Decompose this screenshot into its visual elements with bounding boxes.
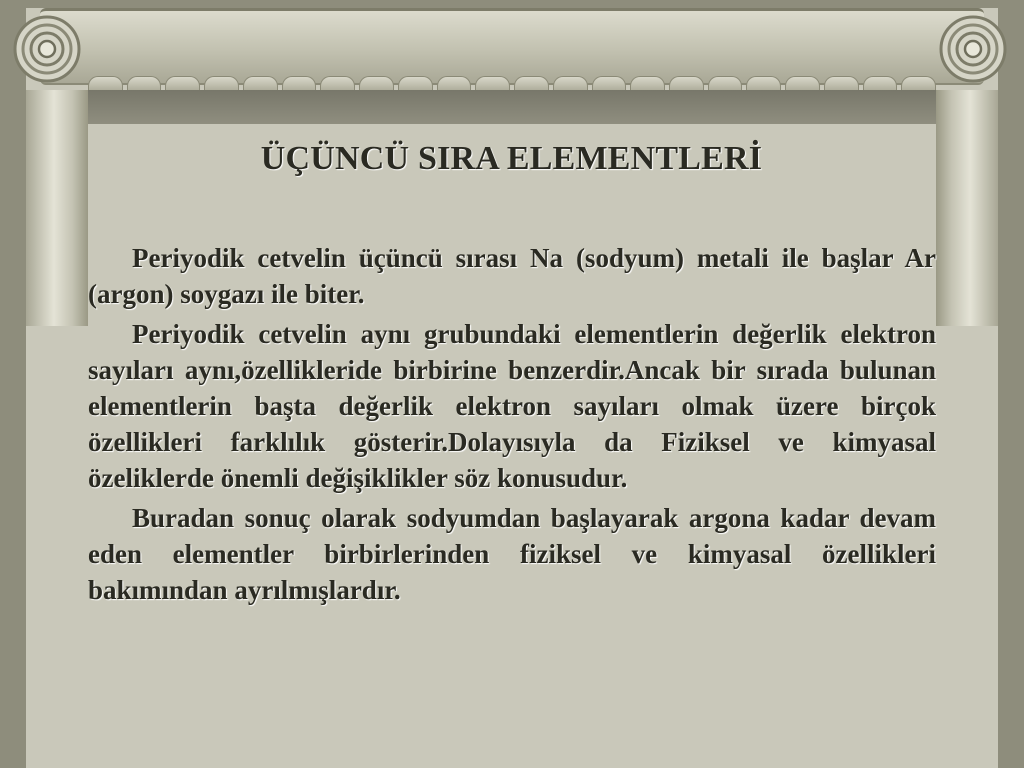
slide-title: ÜÇÜNCÜ SIRA ELEMENTLERİ bbox=[260, 140, 763, 177]
paragraph: Periyodik cetvelin aynı grubundaki elementlerin değerlik elektron sayıları aynı,özellikleride birbirine benzerdir.Ancak bir sırada bulunan elementlerin başta değerlik elektron sayıları olmak üzere birçok özellikleri farklılık gösterir.Dolayısıyla da Fiziksel ve kimyasal özeliklerde önemli değişiklikler söz konusudur. bbox=[88, 319, 936, 493]
ionic-volute-icon bbox=[938, 14, 1008, 84]
left-pillar bbox=[26, 90, 88, 326]
right-margin-band bbox=[998, 0, 1024, 768]
capital-top-band bbox=[26, 0, 998, 8]
paragraph: Buradan sonuç olarak sodyumdan başlayarak argona kadar devam eden elementler birbirlerinden fiziksel ve kimyasal özellikleri bakımından ayrılmışlardır. bbox=[88, 503, 936, 605]
left-margin-band bbox=[0, 0, 26, 768]
right-pillar bbox=[936, 90, 998, 326]
architrave-band bbox=[86, 90, 937, 124]
column-capital bbox=[40, 8, 984, 85]
slide-body bbox=[88, 240, 936, 612]
paragraph: Periyodik cetvelin üçüncü sırası Na (sodyum) metali ile başlar Ar (argon) soygazı ile biter. bbox=[88, 243, 936, 309]
ionic-volute-icon bbox=[12, 14, 82, 84]
